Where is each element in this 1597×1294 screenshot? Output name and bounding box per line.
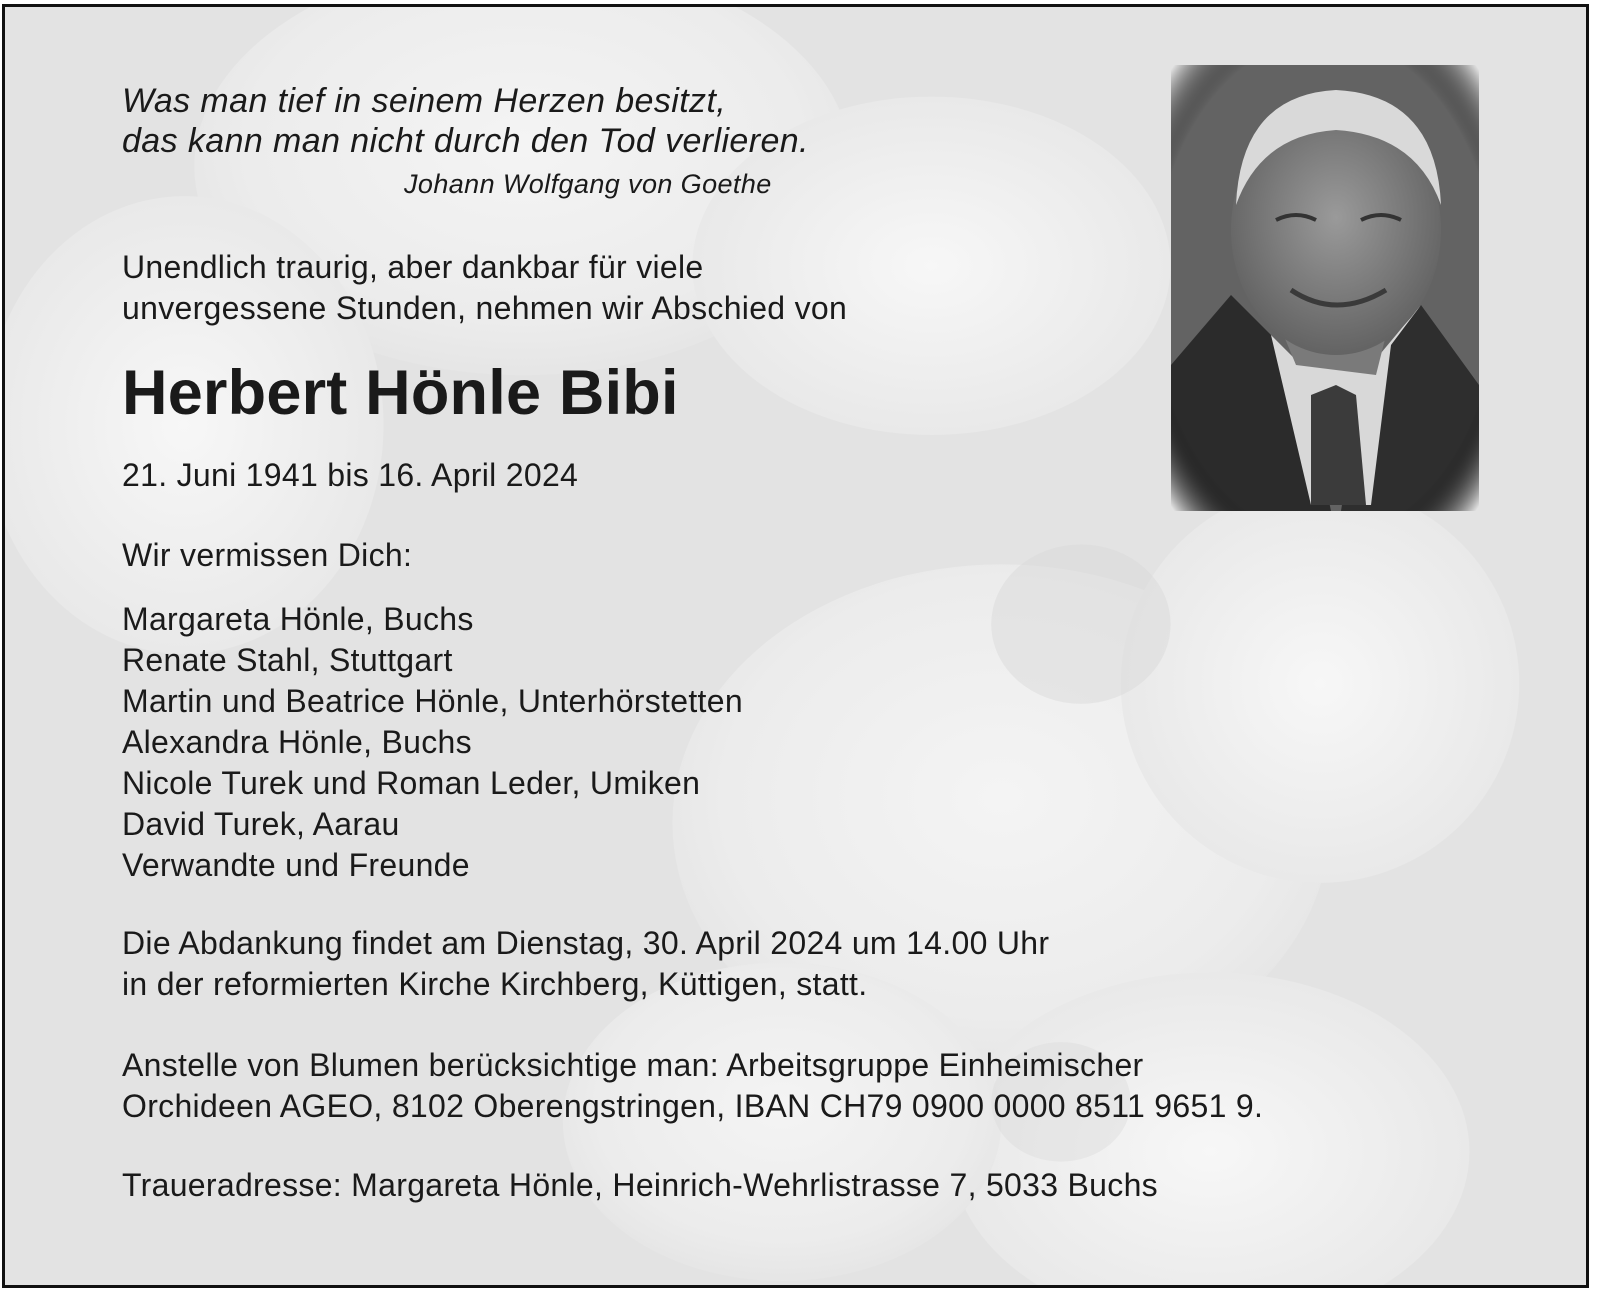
intro-line: unvergessene Stunden, nehmen wir Abschied von [122,290,848,326]
mourners-list [122,599,743,886]
intro-line: Unendlich traurig, aber dankbar für viele [122,249,704,285]
donation-line: Orchideen AGEO, 8102 Oberengstringen, IBAN CH79 0900 0000 8511 9651 9. [122,1088,1264,1124]
quote-line: das kann man nicht durch den Tod verlieren. [122,122,809,160]
mourner-item: Martin und Beatrice Hönle, Unterhörstetten [122,683,743,719]
goethe-quote [122,81,809,161]
intro-text [122,247,847,329]
mourning-address: Traueradresse: Margareta Hönle, Heinrich-Wehrlistrasse 7, 5033 Buchs [122,1167,1158,1203]
donation-info [122,1045,1263,1127]
mourner-item: Verwandte und Freunde [122,847,470,883]
mourner-item: Renate Stahl, Stuttgart [122,642,453,678]
mourner-item: David Turek, Aarau [122,806,400,842]
mourner-item: Alexandra Hönle, Buchs [122,724,472,760]
service-info [122,923,1049,1005]
service-line: Die Abdankung findet am Dienstag, 30. April 2024 um 14.00 Uhr [122,925,1050,961]
quote-author: Johann Wolfgang von Goethe [404,169,772,199]
donation-line: Anstelle von Blumen berücksichtige man: Arbeitsgruppe Einheimischer [122,1047,1144,1083]
quote-line: Was man tief in seinem Herzen besitzt, [122,82,727,120]
mourner-item: Margareta Hönle, Buchs [122,601,474,637]
mourner-item: Nicole Turek und Roman Leder, Umiken [122,765,701,801]
portrait-photo [1171,65,1479,511]
obituary-notice [2,4,1589,1288]
deceased-name: Herbert Hönle Bibi [122,358,679,428]
miss-heading: Wir vermissen Dich: [122,537,413,573]
life-dates: 21. Juni 1941 bis 16. April 2024 [122,457,579,493]
service-line: in der reformierten Kirche Kirchberg, Küttigen, statt. [122,966,868,1002]
